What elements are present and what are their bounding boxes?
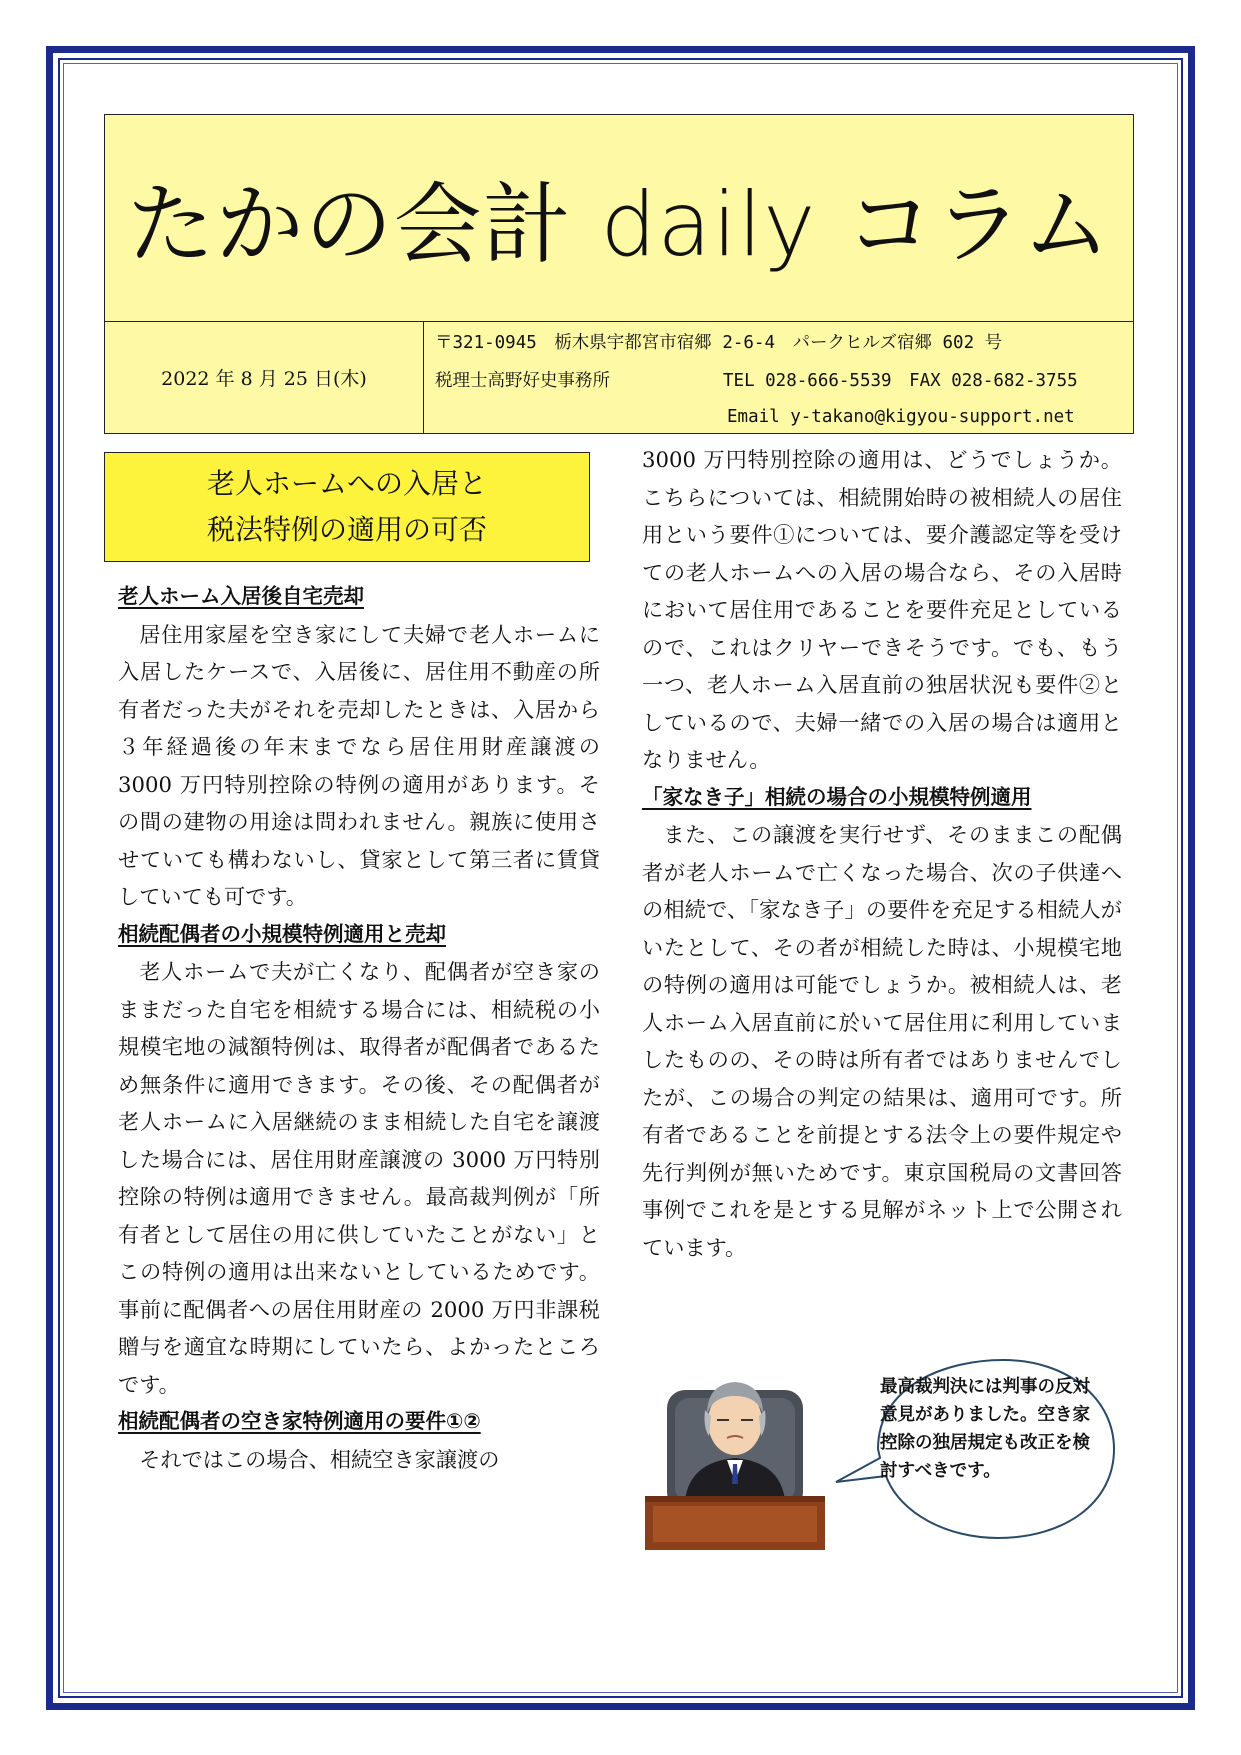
section-body: それではこの場合、相続空き家譲渡の [139, 1446, 500, 1472]
judge-illustration [645, 1350, 825, 1550]
article-title [104, 452, 590, 562]
masthead-title: たかの会計 daily コラム [126, 173, 1112, 276]
issue-date: 2022 年 8 月 25 日(木) [105, 321, 424, 433]
section-body: また、この譲渡を実行せず、そのままこの配偶者が老人ホームで亡くなった場合、次の子供達への相続で、「家なき子」の要件を充足する相続人がいたとして、その者が相続した時は、小規模宅地の特例の適用は可能でしょうか。被相続人は、老人ホーム入居直前に於いて居住用に利用していましたものの、その時は所有者ではありませんでしたが、この場合の判定の結果は、適用可です。所有者であることを前提とする法令上の要件規定や先行判例が無いためです。東京国税局の文書回答事例でこれを是とする見解がネット上で公開されています。 [642, 822, 1122, 1260]
article-title-line1: 老人ホームへの入居と [206, 467, 487, 500]
section-heading: 「家なき子」相続の場合の小規模特例適用 [642, 784, 1032, 809]
phone-fax: TEL 028-666-5539 FAX 028-682-3755 [723, 371, 1078, 391]
address: 〒321-0945 栃木県宇都宮市宿郷 2-6-4 パークヒルズ宿郷 602 号 [435, 333, 1003, 353]
section-heading: 相続配偶者の空き家特例適用の要件①② [118, 1409, 481, 1433]
article-title-line2: 税法特例の適用の可否 [206, 513, 487, 546]
office-name: 税理士高野好史事務所 [435, 371, 610, 391]
section-body: 老人ホームで夫が亡くなり、配偶者が空き家のままだった自宅を相続する場合には、相続税の小規模宅地の減額特例は、取得者が配偶者であるため無条件に適用できます。その後、その配偶者が老人ホームに入居継続のまま相続した自宅を譲渡した場合には、居住用財産譲渡の 3000 万円特別控除の特例は適用できません。最高裁判例が「所有者として居住の用に供していたことがない」とこの特例の適用は出来ないとしているためです。事前に配偶者への居住用財産の 2000 万円非課税贈与を適宜な時期にしていたら、よかったところです。 [118, 959, 600, 1397]
speech-bubble-text: 最高裁判決には判事の反対意見がありました。空き家控除の独居規定も改正を検討すべきです。 [880, 1377, 1090, 1481]
section-heading: 老人ホーム入居後自宅売却 [118, 584, 364, 608]
masthead [105, 115, 1133, 322]
section-body-continued: 3000 万円特別控除の適用は、どうでしょうか。こちらについては、相続開始時の被相続人の居住用という要件①については、要介護認定等を受けての老人ホームへの入居の場合なら、その入居時において居住用であることを要件充足としているので、これはクリヤーできそうです。でも、もう一つ、老人ホーム入居直前の独居状況も要件②としているので、夫婦一緒での入居の場合は適用となりません。 [642, 447, 1122, 772]
left-column [118, 578, 600, 1478]
right-column [642, 441, 1122, 1266]
email: Email y-takano@kigyou-support.net [727, 407, 1075, 427]
newsletter-header [104, 114, 1134, 434]
section-heading: 相続配偶者の小規模特例適用と売却 [118, 921, 446, 946]
section-body: 居住用家屋を空き家にして夫婦で老人ホームに入居したケースで、入居後に、居住用不動産の所有者だった夫がそれを売却したときは、入居から３年経過後の年末までなら居住用財産譲渡の 3000 万円特別控除の特例の適用があります。その間の建物の用途は問われません。親族に使用させていても構わないし、貸家として第三者に賃貸していても可です。 [118, 621, 600, 909]
contact-info [423, 321, 1135, 433]
